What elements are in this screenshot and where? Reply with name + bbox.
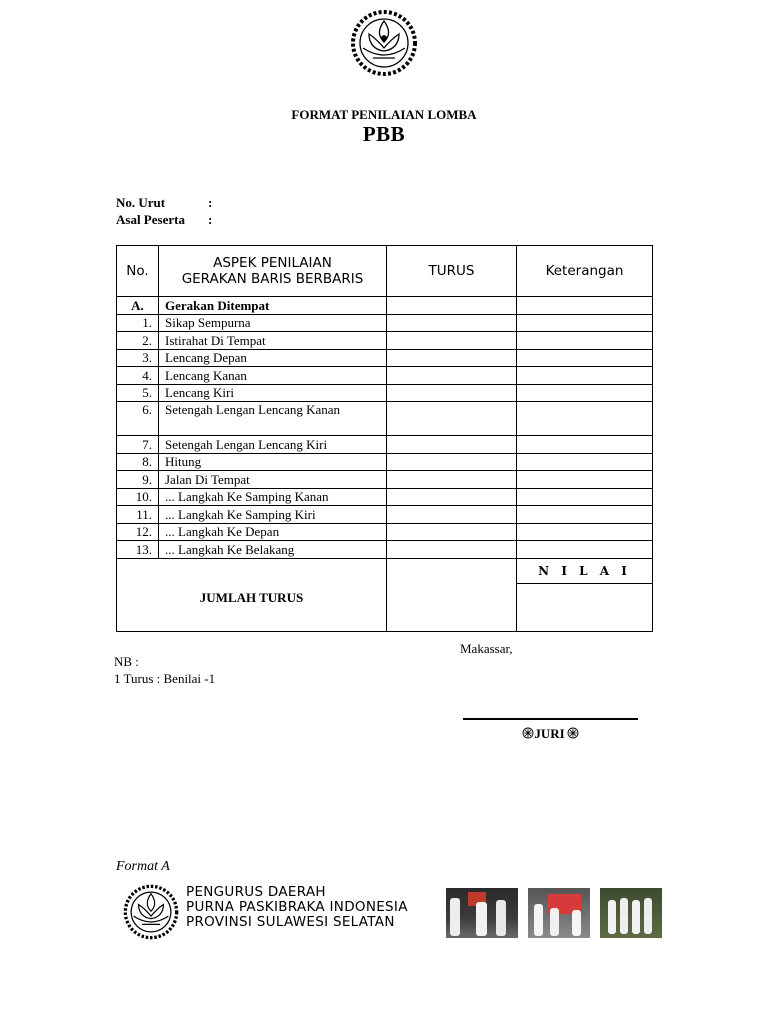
no-urut-field [116, 195, 212, 211]
table-row [117, 488, 653, 506]
item-label: ... Langkah Ke Depan [159, 523, 387, 541]
turus-cell[interactable] [387, 488, 517, 506]
document-title: FORMAT PENILAIAN LOMBA [291, 107, 477, 122]
item-no: 1. [117, 314, 159, 332]
item-label: Setengah Lengan Lencang Kanan [159, 402, 387, 436]
item-no: 8. [117, 453, 159, 471]
flower-icon [522, 727, 534, 739]
organization-name [186, 885, 408, 930]
keterangan-cell[interactable] [517, 541, 653, 559]
item-no: 6. [117, 402, 159, 436]
turus-cell[interactable] [387, 471, 517, 489]
keterangan-cell[interactable] [517, 384, 653, 402]
item-label: Lencang Depan [159, 349, 387, 367]
keterangan-cell[interactable] [517, 453, 653, 471]
org-line-3: PROVINSI SULAWESI SELATAN [186, 914, 395, 930]
turus-cell[interactable] [387, 402, 517, 436]
table-header-row [117, 246, 653, 297]
nb-label: NB : [114, 654, 139, 669]
paskibraka-emblem-icon [347, 8, 421, 78]
turus-cell[interactable] [387, 506, 517, 524]
item-label: Jalan Di Tempat [159, 471, 387, 489]
nilai-value-cell[interactable] [517, 584, 652, 626]
keterangan-cell[interactable] [517, 471, 653, 489]
no-urut-separator: : [208, 195, 213, 210]
jumlah-turus-cell[interactable] [387, 558, 517, 631]
header-keterangan: Keterangan [517, 246, 653, 297]
turus-cell[interactable] [387, 384, 517, 402]
keterangan-cell[interactable] [517, 488, 653, 506]
ceremony-photo-1 [446, 888, 518, 938]
ceremony-photo-3 [600, 888, 662, 938]
item-label: Lencang Kanan [159, 367, 387, 385]
table-row [117, 541, 653, 559]
table-row [117, 523, 653, 541]
item-no: 4. [117, 367, 159, 385]
item-label: ... Langkah Ke Belakang [159, 541, 387, 559]
table-row [117, 436, 653, 454]
item-label: Hitung [159, 453, 387, 471]
item-label: Sikap Sempurna [159, 314, 387, 332]
item-no: 9. [117, 471, 159, 489]
item-label: ... Langkah Ke Samping Kanan [159, 488, 387, 506]
keterangan-cell[interactable] [517, 349, 653, 367]
keterangan-cell[interactable] [517, 297, 653, 315]
item-label: Lencang Kiri [159, 384, 387, 402]
score-table [116, 245, 653, 632]
table-row [117, 471, 653, 489]
table-row [117, 349, 653, 367]
keterangan-cell[interactable] [517, 506, 653, 524]
table-row [117, 332, 653, 350]
turus-cell[interactable] [387, 436, 517, 454]
asal-peserta-field [116, 212, 212, 228]
org-line-1: PENGURUS DAERAH [186, 884, 326, 900]
nb-text: 1 Turus : Benilai -1 [114, 671, 216, 686]
signature-line [463, 718, 638, 720]
keterangan-cell[interactable] [517, 402, 653, 436]
section-label: Gerakan Ditempat [159, 297, 387, 315]
keterangan-cell[interactable] [517, 436, 653, 454]
city-label: Makassar, [460, 641, 513, 656]
table-row [117, 367, 653, 385]
jumlah-row [117, 558, 653, 631]
turus-cell[interactable] [387, 297, 517, 315]
keterangan-cell[interactable] [517, 523, 653, 541]
table-row [117, 384, 653, 402]
header-aspek: ASPEK PENILAIAN GERAKAN BARIS BERBARIS [159, 246, 387, 297]
turus-cell[interactable] [387, 367, 517, 385]
org-line-2: PURNA PASKIBRAKA INDONESIA [186, 899, 408, 915]
item-label: Istirahat Di Tempat [159, 332, 387, 350]
asal-peserta-label: Asal Peserta [116, 212, 185, 227]
flower-icon [567, 727, 579, 739]
juri-signature [463, 726, 638, 742]
item-no: 12. [117, 523, 159, 541]
format-label: Format A [116, 859, 170, 874]
turus-cell[interactable] [387, 349, 517, 367]
item-label: Setengah Lengan Lencang Kiri [159, 436, 387, 454]
turus-cell[interactable] [387, 523, 517, 541]
header-no: No. [117, 246, 159, 297]
table-section-row [117, 297, 653, 315]
turus-cell[interactable] [387, 314, 517, 332]
turus-cell[interactable] [387, 453, 517, 471]
item-no: 11. [117, 506, 159, 524]
document-subtitle: PBB [362, 122, 406, 146]
no-urut-label: No. Urut [116, 195, 166, 210]
item-no: 10. [117, 488, 159, 506]
table-row [117, 402, 653, 436]
asal-peserta-separator: : [208, 212, 213, 227]
paskibraka-footer-emblem-icon [119, 883, 183, 941]
turus-cell[interactable] [387, 541, 517, 559]
keterangan-cell[interactable] [517, 367, 653, 385]
table-row [117, 506, 653, 524]
nilai-cell [517, 558, 653, 631]
keterangan-cell[interactable] [517, 314, 653, 332]
item-label: ... Langkah Ke Samping Kiri [159, 506, 387, 524]
item-no: 2. [117, 332, 159, 350]
section-no: A. [117, 297, 159, 315]
ceremony-photo-2 [528, 888, 590, 938]
item-no: 5. [117, 384, 159, 402]
table-row [117, 453, 653, 471]
keterangan-cell[interactable] [517, 332, 653, 350]
nilai-label: N I L A I [517, 559, 652, 584]
item-no: 7. [117, 436, 159, 454]
juri-label: JURI [534, 726, 565, 741]
turus-cell[interactable] [387, 332, 517, 350]
item-no: 13. [117, 541, 159, 559]
header-turus: TURUS [387, 246, 517, 297]
jumlah-label: JUMLAH TURUS [117, 558, 387, 631]
table-row [117, 314, 653, 332]
item-no: 3. [117, 349, 159, 367]
